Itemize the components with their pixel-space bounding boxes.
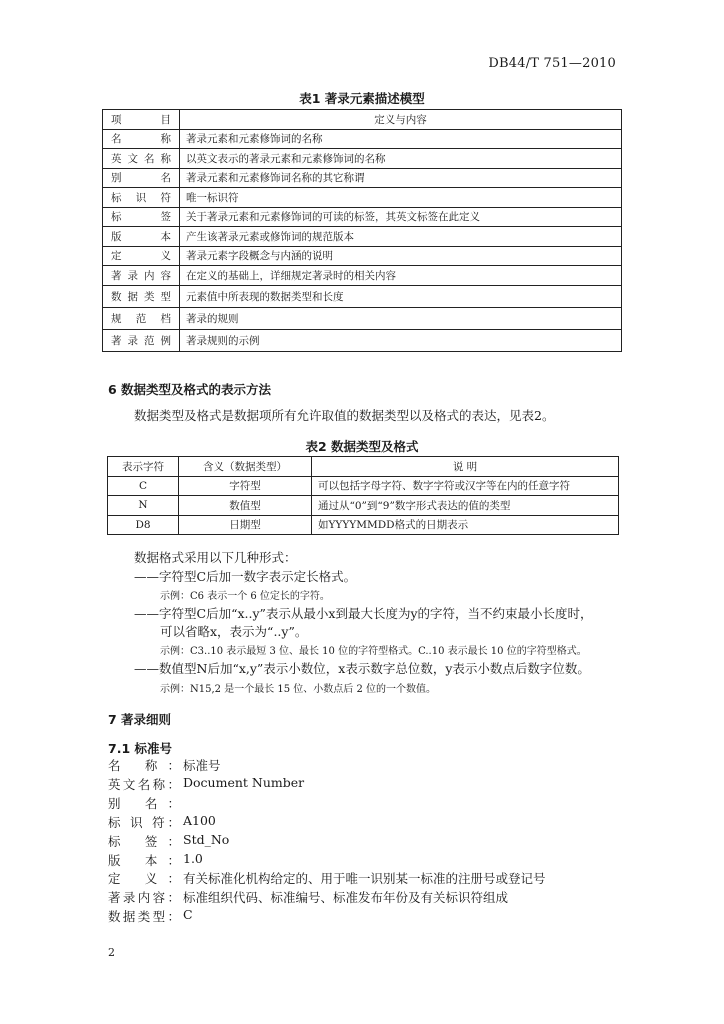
header-cell: 表示字符	[108, 457, 179, 477]
field-label: 别 名：	[108, 796, 180, 811]
header-cell: 定义与内容	[180, 110, 622, 130]
value-cell: 著录规则的示例	[180, 329, 622, 351]
type-cell: 日期型	[179, 515, 312, 535]
type-cell: 数值型	[179, 496, 312, 516]
table-row	[103, 307, 622, 329]
format-item-3: ——数值型N后加“x,y”表示小数位，x表示数字总位数，y表示小数点后数字位数。	[134, 661, 590, 676]
section-7-1-title: 7.1 标准号	[108, 741, 172, 756]
key-cell: 数据类型	[103, 285, 180, 307]
key-cell: 标 签	[103, 207, 180, 227]
type-cell: 字符型	[179, 476, 312, 496]
field-value: 标准号	[183, 758, 221, 773]
key-cell: 别 名	[103, 168, 180, 188]
key-cell: 版 本	[103, 227, 180, 247]
doc-code-header: DB44/T 751—2010	[488, 56, 616, 71]
field-row	[108, 869, 546, 887]
key-cell: 规 范 档	[103, 307, 180, 329]
table-header-row	[108, 457, 619, 477]
table-row	[103, 168, 622, 188]
data-types-table	[107, 456, 619, 535]
value-cell: 元素值中所表现的数据类型和长度	[180, 285, 622, 307]
page-number: 2	[108, 946, 115, 959]
value-cell: 著录的规则	[180, 307, 622, 329]
key-cell: 定 义	[103, 246, 180, 266]
table-row	[103, 246, 622, 266]
table-row	[103, 207, 622, 227]
table-header-row	[103, 110, 622, 130]
key-cell: 著录范例	[103, 329, 180, 351]
key-cell: 英文名称	[103, 149, 180, 169]
section-7-title: 7 著录细则	[108, 712, 172, 727]
value-cell: 唯一标识符	[180, 188, 622, 208]
format-example-1: 示例：C6 表示一个 6 位定长的字符。	[160, 591, 330, 602]
table-row	[103, 285, 622, 307]
value-cell: 著录元素字段概念与内涵的说明	[180, 246, 622, 266]
field-value: Std_No	[183, 832, 230, 847]
field-row	[108, 756, 221, 774]
code-cell: N	[108, 496, 179, 516]
field-label: 标 签：	[108, 834, 180, 849]
desc-cell: 通过从“0”到“9”数字形式表达的值的类型	[312, 496, 619, 516]
desc-cell: 如YYYYMMDD格式的日期表示	[312, 515, 619, 535]
key-cell: 名 称	[103, 129, 180, 149]
header-cell: 项 目	[103, 110, 180, 130]
value-cell: 著录元素和元素修饰词名称的其它称谓	[180, 168, 622, 188]
table-row	[108, 476, 619, 496]
field-row	[108, 832, 230, 850]
key-cell: 著录内容	[103, 266, 180, 286]
value-cell: 在定义的基础上，详细规定著录时的相关内容	[180, 266, 622, 286]
field-label: 名 称：	[108, 758, 180, 773]
field-label: 英文名称：	[108, 777, 180, 792]
value-cell: 著录元素和元素修饰词的名称	[180, 129, 622, 149]
value-cell: 关于著录元素和元素修饰词的可读的标签，其英文标签在此定义	[180, 207, 622, 227]
key-cell: 标 识 符	[103, 188, 180, 208]
section-6-title: 6 数据类型及格式的表示方法	[108, 382, 272, 397]
field-label: 标 识 符：	[108, 815, 180, 830]
desc-cell: 可以包括字母字符、数字字符或汉字等在内的任意字符	[312, 476, 619, 496]
field-row	[108, 794, 180, 812]
table1-caption: 表1 著录元素描述模型	[299, 91, 425, 106]
table2-caption: 表2 数据类型及格式	[305, 439, 419, 454]
table-row	[103, 329, 622, 351]
field-row	[108, 813, 216, 831]
value-cell: 以英文表示的著录元素和元素修饰词的名称	[180, 149, 622, 169]
format-item-2: ——字符型C后加“x..y”表示从最小x到最大长度为y的字符，当不约束最小长度时，	[134, 606, 593, 621]
table-row	[103, 188, 622, 208]
field-row	[108, 851, 203, 869]
field-value: A100	[183, 813, 216, 828]
field-value: 1.0	[183, 851, 203, 866]
field-value: Document Number	[183, 775, 305, 790]
field-row	[108, 907, 193, 925]
field-value: 有关标准化机构给定的、用于唯一识别某一标准的注册号或登记号	[183, 871, 546, 886]
field-row	[108, 775, 305, 793]
code-cell: D8	[108, 515, 179, 535]
field-row	[108, 888, 509, 906]
formats-lead: 数据格式采用以下几种形式：	[134, 550, 297, 565]
field-value: C	[183, 907, 193, 922]
field-value: 标准组织代码、标准编号、标准发布年份及有关标识符组成	[183, 890, 509, 905]
field-label: 著录内容：	[108, 890, 180, 905]
value-cell: 产生该著录元素或修饰词的规范版本	[180, 227, 622, 247]
format-item-1: ——字符型C后加一数字表示定长格式。	[134, 569, 357, 584]
format-item-2-cont: 可以省略x，表示为“..y”。	[160, 624, 308, 639]
field-label: 版 本：	[108, 853, 180, 868]
section-6-intro: 数据类型及格式是数据项所有允许取值的数据类型以及格式的表达，见表2。	[134, 408, 555, 423]
table-row	[108, 496, 619, 516]
header-cell: 含义（数据类型）	[179, 457, 312, 477]
format-example-2: 示例：C3..10 表示最短 3 位、最长 10 位的字符型格式。C..10 表示最长 10 位的字符型格式。	[160, 646, 587, 657]
table-row	[103, 129, 622, 149]
field-label: 定 义：	[108, 871, 180, 886]
table-row	[103, 149, 622, 169]
format-example-3: 示例：N15,2 是一个最长 15 位、小数点后 2 位的一个数值。	[160, 684, 436, 695]
table-row	[103, 227, 622, 247]
code-cell: C	[108, 476, 179, 496]
field-label: 数据类型：	[108, 909, 180, 924]
header-cell: 说 明	[312, 457, 619, 477]
table-row	[108, 515, 619, 535]
table-row	[103, 266, 622, 286]
element-model-table	[102, 109, 622, 352]
